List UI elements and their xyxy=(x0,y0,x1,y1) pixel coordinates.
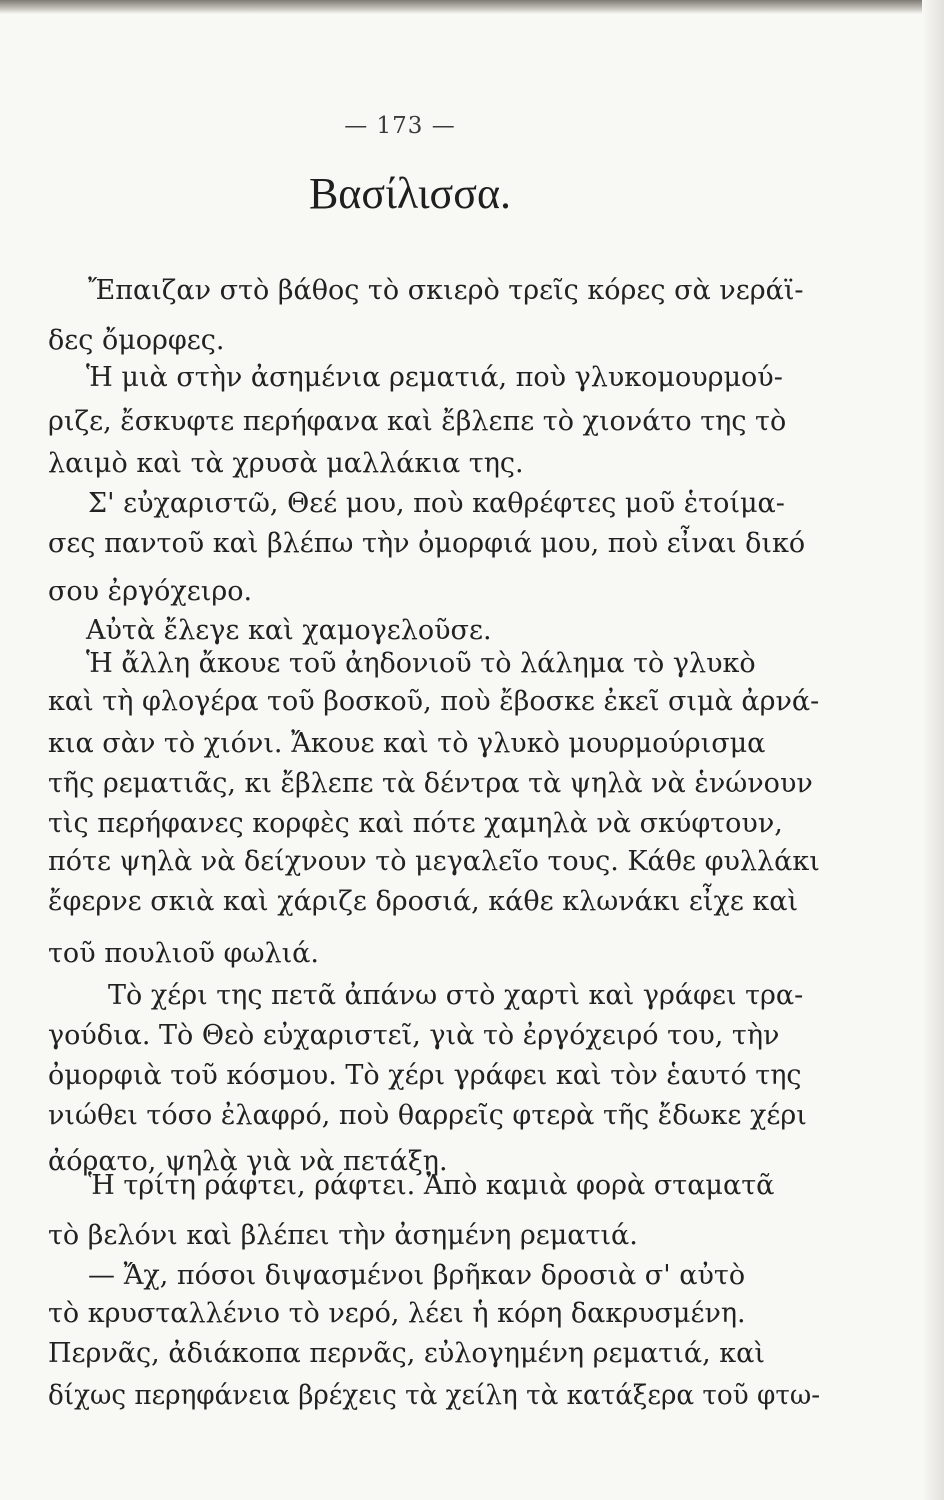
text-line: ἔφερνε σκιὰ καὶ χάριζε δροσιά, κάθε κλωνάκι εἶχε καὶ xyxy=(48,886,799,917)
text-line: νιώθει τόσο ἐλαφρό, ποὺ θαρρεῖς φτερὰ τῆς ἔδωκε χέρι xyxy=(48,1100,807,1131)
text-line: δες ὄμορφες. xyxy=(48,325,225,356)
text-line: Αὐτὰ ἔλεγε καὶ χαμογελοῦσε. xyxy=(86,615,492,646)
page-number: — 173 — xyxy=(344,113,456,139)
page-top-shadow xyxy=(0,0,944,14)
text-line: δίχως περηφάνεια βρέχεις τὰ χείλη τὰ κατάξερα τοῦ φτω- xyxy=(48,1380,821,1411)
text-line: Ἡ τρίτη ράφτει, ράφτει. Ἀπὸ καμιὰ φορὰ σταματᾶ xyxy=(88,1170,775,1201)
text-line: Ἡ ἄλλη ἄκουε τοῦ ἀηδονιοῦ τὸ λάλημα τὸ γλυκὸ xyxy=(86,648,756,679)
text-line: τὶς περήφανες κορφὲς καὶ πότε χαμηλὰ νὰ σκύφτουν, xyxy=(48,808,783,839)
text-line: τὸ βελόνι καὶ βλέπει τὴν ἀσημένη ρεματιά. xyxy=(48,1220,638,1251)
text-line: ὀμορφιὰ τοῦ κόσμου. Τὸ χέρι γράφει καὶ τὸν ἑαυτό της xyxy=(48,1060,802,1091)
text-line: ριζε, ἔσκυφτε περήφανα καὶ ἔβλεπε τὸ χιονάτο της τὸ xyxy=(48,406,787,437)
text-line: ἀόρατο, ψηλὰ γιὰ νὰ πετάξῃ. xyxy=(48,1146,448,1177)
text-line: Σ' εὐχαριστῶ, Θεέ μου, ποὺ καθρέφτες μοῦ ἑτοίμα- xyxy=(88,488,785,519)
text-line: λαιμὸ καὶ τὰ χρυσὰ μαλλάκια της. xyxy=(48,448,524,479)
chapter-title: Βασίλισσα. xyxy=(308,169,512,218)
text-line: — Ἄχ, πόσοι διψασμένοι βρῆκαν δροσιὰ σ' αὐτὸ xyxy=(88,1260,746,1291)
text-line: σες παντοῦ καὶ βλέπω τὴν ὀμορφιά μου, ποὺ εἶναι δικό xyxy=(48,528,806,559)
text-line: τῆς ρεματιᾶς, κι ἔβλεπε τὰ δέντρα τὰ ψηλὰ νὰ ἑνώνουν xyxy=(48,768,813,799)
page-right-shadow xyxy=(922,0,944,1500)
text-line: καὶ τὴ φλογέρα τοῦ βοσκοῦ, ποὺ ἔβοσκε ἐκεῖ σιμὰ ἀρνά- xyxy=(48,686,820,717)
text-line: Ἔπαιζαν στὸ βάθος τὸ σκιερὸ τρεῖς κόρες σὰ νεράϊ- xyxy=(88,275,804,306)
text-line: Περνᾶς, ἀδιάκοπα περνᾶς, εὐλογημένη ρεματιά, καὶ xyxy=(48,1338,765,1369)
text-line: Ἡ μιὰ στὴν ἀσημένια ρεματιά, ποὺ γλυκομουρμού- xyxy=(86,362,783,393)
text-line: γούδια. Τὸ Θεὸ εὐχαριστεῖ, γιὰ τὸ ἐργόχειρό του, τὴν xyxy=(48,1020,780,1051)
text-line: τὸ κρυσταλλένιο τὸ νερό, λέει ἡ κόρη δακρυσμένη. xyxy=(48,1298,746,1329)
text-line: πότε ψηλὰ νὰ δείχνουν τὸ μεγαλεῖο τους. Κάθε φυλλάκι xyxy=(48,846,820,877)
text-line: κια σὰν τὸ χιόνι. Ἄκουε καὶ τὸ γλυκὸ μουρμούρισμα xyxy=(48,728,766,759)
text-line: σου ἐργόχειρο. xyxy=(48,576,253,607)
text-line: τοῦ πουλιοῦ φωλιά. xyxy=(48,938,319,969)
text-line: Τὸ χέρι της πετᾶ ἀπάνω στὸ χαρτὶ καὶ γράφει τρα- xyxy=(108,980,804,1011)
